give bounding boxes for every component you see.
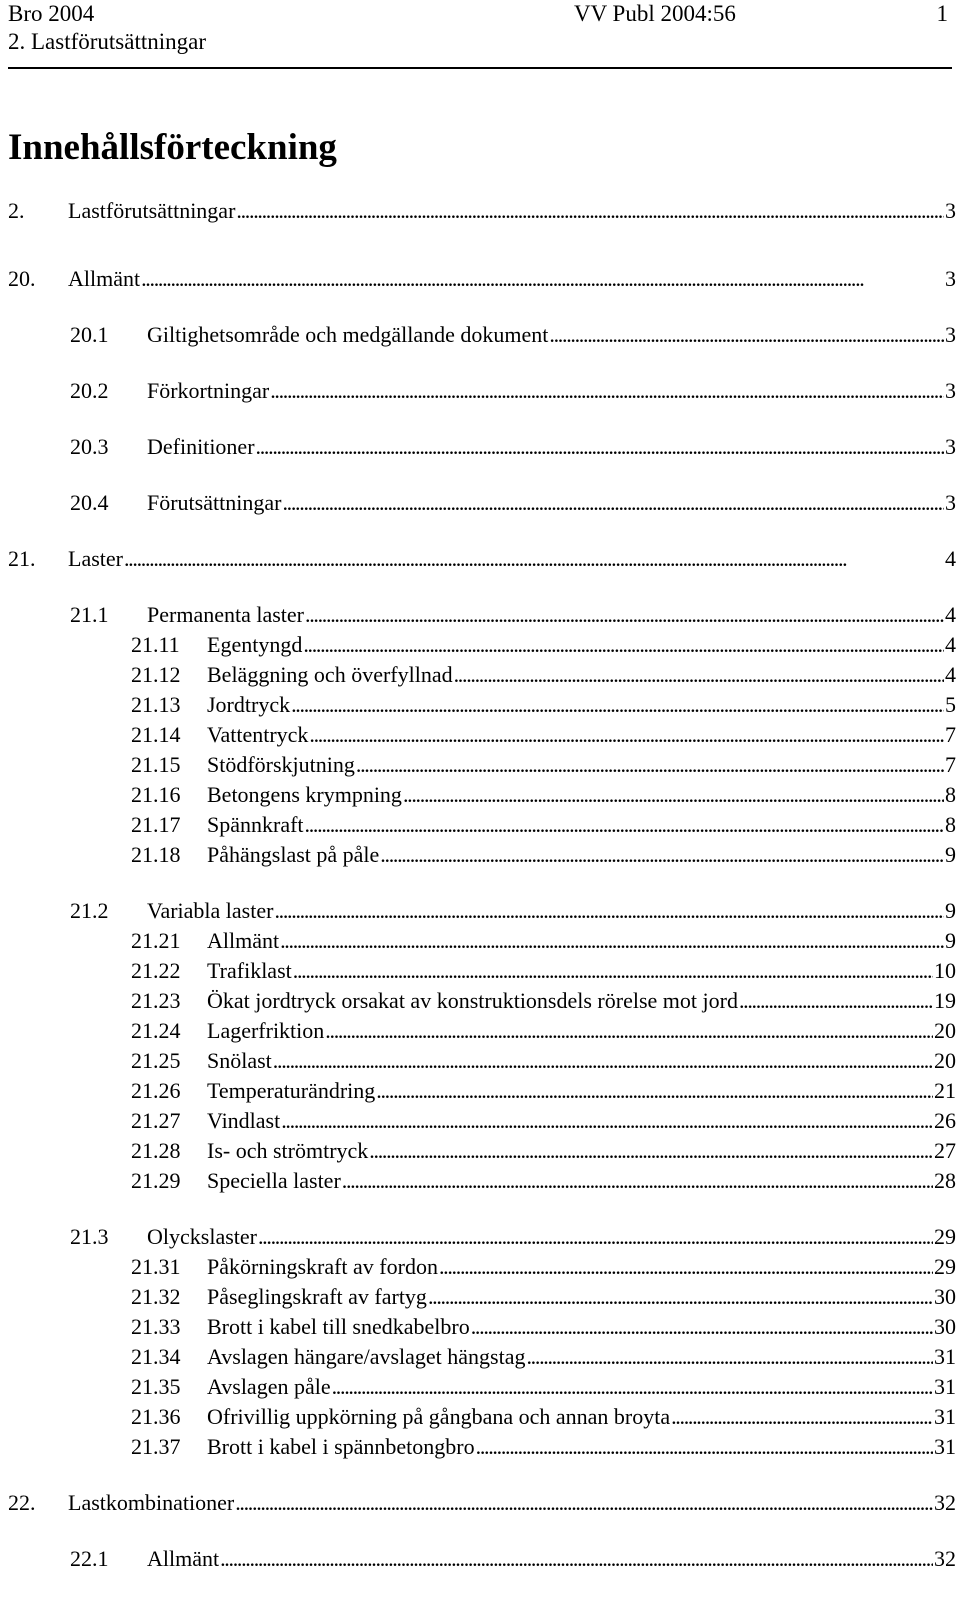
toc-entry-title: Egentyngd bbox=[207, 632, 303, 657]
toc-leader-dots bbox=[428, 1282, 933, 1312]
toc-entry[interactable] bbox=[70, 600, 956, 630]
toc-leader-dots bbox=[236, 196, 944, 226]
toc-entry-title: Förkortningar bbox=[147, 378, 270, 403]
toc-entry[interactable] bbox=[131, 750, 956, 780]
header-chapter: 2. Lastförutsättningar bbox=[8, 29, 207, 54]
toc-entry-page: 28 bbox=[934, 1168, 956, 1193]
toc-entry-page: 9 bbox=[945, 898, 956, 923]
toc-leader-dots bbox=[273, 1046, 933, 1076]
header-publication: VV Publ 2004:56 bbox=[574, 1, 736, 26]
toc-entry-number: 21.36 bbox=[131, 1404, 181, 1429]
toc-entry-page: 3 bbox=[945, 266, 956, 291]
toc-entry-title: Vattentryck bbox=[207, 722, 309, 747]
toc-leader-dots bbox=[671, 1402, 933, 1432]
toc-entry-page: 3 bbox=[945, 378, 956, 403]
toc-entry-number: 21.23 bbox=[131, 988, 181, 1013]
toc-entry-title: Vindlast bbox=[207, 1108, 281, 1133]
toc-entry[interactable] bbox=[70, 432, 956, 462]
toc-entry-page: 31 bbox=[934, 1434, 956, 1459]
toc-entry[interactable] bbox=[70, 1222, 956, 1252]
toc-entry-page: 10 bbox=[934, 958, 956, 983]
toc-entry-number: 21.24 bbox=[131, 1018, 181, 1043]
toc-entry[interactable] bbox=[8, 196, 956, 226]
toc-entry-title: Lastkombinationer bbox=[68, 1490, 235, 1515]
toc-entry-number: 21.3 bbox=[70, 1224, 109, 1249]
toc-entry-number: 22.1 bbox=[70, 1546, 109, 1571]
toc-entry-title: Permanenta laster bbox=[147, 602, 304, 627]
toc-entry-number: 21.22 bbox=[131, 958, 181, 983]
toc-leader-dots bbox=[305, 810, 944, 840]
toc-entry-title: Betongens krympning bbox=[207, 782, 402, 807]
toc-entry[interactable] bbox=[131, 1136, 956, 1166]
toc-leader-dots bbox=[303, 630, 944, 660]
toc-entry-page: 4 bbox=[945, 662, 956, 687]
toc-entry[interactable] bbox=[131, 840, 956, 870]
toc-leader-dots bbox=[220, 1544, 933, 1574]
header-rule bbox=[8, 67, 952, 69]
toc-entry-number: 21.37 bbox=[131, 1434, 181, 1459]
toc-entry-title: Avslagen påle bbox=[207, 1374, 331, 1399]
toc-entry-page: 3 bbox=[945, 490, 956, 515]
toc-leader-dots bbox=[526, 1342, 933, 1372]
toc-entry[interactable] bbox=[70, 896, 956, 926]
toc-entry[interactable] bbox=[131, 1166, 956, 1196]
toc-entry[interactable] bbox=[131, 956, 956, 986]
toc-leader-dots bbox=[256, 432, 944, 462]
toc-leader-dots bbox=[549, 320, 944, 350]
toc-entry-page: 20 bbox=[934, 1018, 956, 1043]
toc-leader-dots bbox=[258, 1222, 933, 1252]
toc-entry[interactable] bbox=[131, 810, 956, 840]
toc-entry-number: 21.34 bbox=[131, 1344, 181, 1369]
toc-entry-page: 9 bbox=[945, 928, 956, 953]
toc-entry[interactable] bbox=[131, 1252, 956, 1282]
toc-entry[interactable] bbox=[70, 376, 956, 406]
toc-entry-page: 7 bbox=[945, 752, 956, 777]
toc-entry[interactable] bbox=[131, 1342, 956, 1372]
toc-leader-dots bbox=[332, 1372, 933, 1402]
toc-entry[interactable] bbox=[131, 720, 956, 750]
toc-entry-page: 4 bbox=[945, 632, 956, 657]
toc-entry[interactable] bbox=[131, 690, 956, 720]
toc-entry-title: Förutsättningar bbox=[147, 490, 282, 515]
toc-leader-dots bbox=[291, 690, 944, 720]
toc-leader-dots bbox=[309, 720, 944, 750]
toc-entry-number: 21.16 bbox=[131, 782, 181, 807]
toc-entry-page: 7 bbox=[945, 722, 956, 747]
toc-entry-number: 21.27 bbox=[131, 1108, 181, 1133]
toc-entry[interactable] bbox=[131, 1312, 956, 1342]
toc-leader-dots bbox=[270, 376, 944, 406]
toc-leader-dots bbox=[235, 1488, 933, 1518]
toc-leader-dots bbox=[376, 1076, 933, 1106]
toc-entry-title: Lastförutsättningar bbox=[68, 198, 236, 223]
toc-entry-number: 21.21 bbox=[131, 928, 181, 953]
toc-entry-title: Avslagen hängare/avslaget hängstag bbox=[207, 1344, 526, 1369]
toc-entry[interactable] bbox=[131, 926, 956, 956]
toc-entry-page: 32 bbox=[934, 1546, 956, 1571]
toc-leader-dots bbox=[454, 660, 944, 690]
toc-entry-title: Giltighetsområde och medgällande dokument bbox=[147, 322, 549, 347]
toc-entry-title: Ofrivillig uppkörning på gångbana och annan broyta bbox=[207, 1404, 671, 1429]
toc-entry[interactable] bbox=[131, 1106, 956, 1136]
toc-entry-title: Is- och strömtryck bbox=[207, 1138, 369, 1163]
toc-leader-dots bbox=[403, 780, 944, 810]
toc-entry-title: Variabla laster bbox=[147, 898, 274, 923]
toc-entry-number: 21.28 bbox=[131, 1138, 181, 1163]
toc-entry-number: 21.17 bbox=[131, 812, 181, 837]
toc-entry-number: 21.35 bbox=[131, 1374, 181, 1399]
toc-entry-page: 31 bbox=[934, 1404, 956, 1429]
toc-leader-dots bbox=[141, 264, 944, 294]
toc-entry-page: 20 bbox=[934, 1048, 956, 1073]
toc-entry[interactable] bbox=[131, 986, 956, 1016]
toc-entry[interactable] bbox=[131, 1046, 956, 1076]
toc-entry-number: 2. bbox=[8, 198, 25, 223]
toc-leader-dots bbox=[439, 1252, 933, 1282]
toc-entry-page: 29 bbox=[934, 1224, 956, 1249]
toc-entry-page: 27 bbox=[934, 1138, 956, 1163]
toc-entry-number: 21.1 bbox=[70, 602, 109, 627]
toc-leader-dots bbox=[369, 1136, 933, 1166]
toc-leader-dots bbox=[124, 544, 944, 574]
toc-entry-page: 26 bbox=[934, 1108, 956, 1133]
toc-entry[interactable] bbox=[131, 1372, 956, 1402]
toc-leader-dots bbox=[476, 1432, 933, 1462]
toc-leader-dots bbox=[739, 986, 933, 1016]
toc-entry[interactable] bbox=[70, 488, 956, 518]
toc-entry-number: 21. bbox=[8, 546, 36, 571]
toc-entry-title: Ökat jordtryck orsakat av konstruktionsdels rörelse mot jord bbox=[207, 988, 738, 1013]
toc-entry[interactable] bbox=[8, 544, 956, 574]
toc-entry-title: Allmänt bbox=[68, 266, 141, 291]
toc-entry-number: 20.4 bbox=[70, 490, 109, 515]
toc-entry[interactable] bbox=[70, 320, 956, 350]
toc-entry-number: 21.29 bbox=[131, 1168, 181, 1193]
toc-entry-number: 21.18 bbox=[131, 842, 181, 867]
toc-leader-dots bbox=[325, 1016, 933, 1046]
header-page-number: 1 bbox=[936, 1, 948, 26]
toc-entry-page: 21 bbox=[934, 1078, 956, 1103]
toc-entry[interactable] bbox=[131, 1432, 956, 1462]
toc-entry-page: 4 bbox=[945, 546, 956, 571]
toc-entry[interactable] bbox=[131, 1402, 956, 1432]
toc-entry-title: Allmänt bbox=[147, 1546, 220, 1571]
toc-entry-page: 3 bbox=[945, 434, 956, 459]
toc-leader-dots bbox=[282, 488, 944, 518]
toc-entry-title: Beläggning och överfyllnad bbox=[207, 662, 453, 687]
toc-entry-page: 30 bbox=[934, 1284, 956, 1309]
toc-entry[interactable] bbox=[131, 1282, 956, 1312]
toc-leader-dots bbox=[293, 956, 933, 986]
toc-entry-page: 8 bbox=[945, 812, 956, 837]
toc-leader-dots bbox=[471, 1312, 933, 1342]
toc-entry-number: 21.31 bbox=[131, 1254, 181, 1279]
toc-entry-number: 21.14 bbox=[131, 722, 181, 747]
toc-entry-title: Temperaturändring bbox=[207, 1078, 376, 1103]
toc-entry-page: 29 bbox=[934, 1254, 956, 1279]
toc-entry-title: Olyckslaster bbox=[147, 1224, 257, 1249]
toc-entry-title: Jordtryck bbox=[207, 692, 291, 717]
toc-entry-number: 21.11 bbox=[131, 632, 180, 657]
toc-entry-number: 22. bbox=[8, 1490, 36, 1515]
toc-entry-number: 20.1 bbox=[70, 322, 109, 347]
header-document-name: Bro 2004 bbox=[8, 1, 95, 26]
toc-entry-title: Stödförskjutning bbox=[207, 752, 355, 777]
toc-entry-title: Lagerfriktion bbox=[207, 1018, 325, 1043]
toc-entry-page: 9 bbox=[945, 842, 956, 867]
toc-leader-dots bbox=[356, 750, 944, 780]
toc-entry-page: 30 bbox=[934, 1314, 956, 1339]
toc-entry-number: 21.25 bbox=[131, 1048, 181, 1073]
toc-entry-page: 32 bbox=[934, 1490, 956, 1515]
toc-entry-title: Spännkraft bbox=[207, 812, 304, 837]
toc-entry-number: 21.26 bbox=[131, 1078, 181, 1103]
toc-leader-dots bbox=[280, 926, 944, 956]
toc-entry[interactable] bbox=[131, 1076, 956, 1106]
toc-entry[interactable] bbox=[70, 1544, 956, 1574]
toc-entry-page: 4 bbox=[945, 602, 956, 627]
toc-entry-page: 19 bbox=[934, 988, 956, 1013]
toc-leader-dots bbox=[305, 600, 944, 630]
toc-entry-number: 21.12 bbox=[131, 662, 181, 687]
running-header bbox=[8, 0, 952, 70]
toc-leader-dots bbox=[281, 1106, 933, 1136]
toc-entry-title: Brott i kabel till snedkabelbro bbox=[207, 1314, 470, 1339]
toc-entry-number: 21.2 bbox=[70, 898, 109, 923]
toc-leader-dots bbox=[380, 840, 944, 870]
toc-leader-dots bbox=[342, 1166, 933, 1196]
toc-entry-number: 21.32 bbox=[131, 1284, 181, 1309]
toc-entry-title: Trafiklast bbox=[207, 958, 292, 983]
toc-entry-page: 3 bbox=[945, 322, 956, 347]
toc-entry-title: Definitioner bbox=[147, 434, 255, 459]
toc-entry-title: Speciella laster bbox=[207, 1168, 341, 1193]
toc-entry-page: 31 bbox=[934, 1344, 956, 1369]
toc-entry-number: 20.3 bbox=[70, 434, 109, 459]
toc-entry-number: 21.13 bbox=[131, 692, 181, 717]
toc-entry-number: 21.15 bbox=[131, 752, 181, 777]
toc-leader-dots bbox=[274, 896, 944, 926]
toc-entry-title: Påhängslast på påle bbox=[207, 842, 380, 867]
toc-entry-page: 8 bbox=[945, 782, 956, 807]
toc-entry-title: Allmänt bbox=[207, 928, 280, 953]
toc-entry[interactable] bbox=[8, 1488, 956, 1518]
toc-entry[interactable] bbox=[131, 630, 956, 660]
toc-entry-title: Brott i kabel i spännbetongbro bbox=[207, 1434, 475, 1459]
toc-entry[interactable] bbox=[131, 660, 956, 690]
toc-entry[interactable] bbox=[131, 780, 956, 810]
toc-entry-page: 5 bbox=[945, 692, 956, 717]
toc-entry-title: Snölast bbox=[207, 1048, 272, 1073]
toc-entry-title: Påkörningskraft av fordon bbox=[207, 1254, 438, 1279]
toc-entry-number: 21.33 bbox=[131, 1314, 181, 1339]
toc-entry-title: Laster bbox=[68, 546, 123, 571]
page-title: Innehållsförteckning bbox=[8, 127, 337, 168]
toc-entry[interactable] bbox=[8, 264, 956, 294]
toc-entry[interactable] bbox=[131, 1016, 956, 1046]
toc-entry-page: 3 bbox=[945, 198, 956, 223]
toc-entry-number: 20.2 bbox=[70, 378, 109, 403]
toc-entry-page: 31 bbox=[934, 1374, 956, 1399]
toc-entry-number: 20. bbox=[8, 266, 36, 291]
toc-entry-title: Påseglingskraft av fartyg bbox=[207, 1284, 427, 1309]
